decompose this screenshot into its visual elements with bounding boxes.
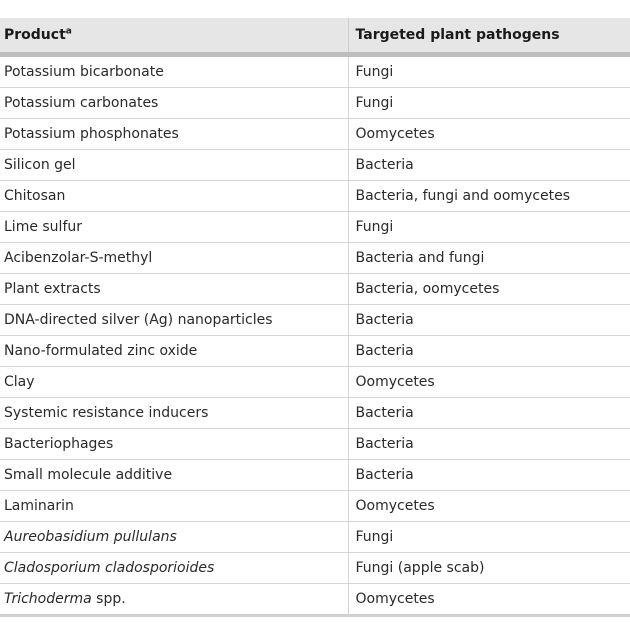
pathogen-cell: Bacteria [348, 460, 630, 491]
header-product [0, 18, 348, 55]
pathogen-cell: Oomycetes [348, 367, 630, 398]
pathogen-cell: Oomycetes [348, 119, 630, 150]
header-pathogens: Targeted plant pathogens [348, 18, 630, 55]
products-table-container [0, 18, 630, 617]
header-product-label: Product [4, 27, 66, 43]
product-cell: Acibenzolar-S-methyl [0, 243, 348, 274]
pathogen-cell: Bacteria and fungi [348, 243, 630, 274]
table-row [0, 336, 630, 367]
table-row [0, 305, 630, 336]
pathogen-cell: Oomycetes [348, 491, 630, 522]
product-cell: Potassium carbonates [0, 88, 348, 119]
product-cell: Potassium phosphonates [0, 119, 348, 150]
table-row [0, 553, 630, 584]
product-cell: Clay [0, 367, 348, 398]
product-cell: Laminarin [0, 491, 348, 522]
table-row [0, 522, 630, 553]
products-table [0, 18, 630, 617]
table-row [0, 119, 630, 150]
product-cell: Plant extracts [0, 274, 348, 305]
pathogen-cell: Fungi [348, 88, 630, 119]
header-product-footnote: a [65, 26, 72, 37]
pathogen-cell: Oomycetes [348, 584, 630, 616]
product-cell: Chitosan [0, 181, 348, 212]
product-cell-suffix: spp. [91, 591, 126, 607]
table-row [0, 88, 630, 119]
pathogen-cell: Bacteria, oomycetes [348, 274, 630, 305]
table-row [0, 584, 630, 616]
table-row [0, 429, 630, 460]
pathogen-cell: Bacteria [348, 429, 630, 460]
table-row [0, 274, 630, 305]
table-row [0, 243, 630, 274]
pathogen-cell: Fungi (apple scab) [348, 553, 630, 584]
product-cell-species: Cladosporium cladosporioides [4, 560, 215, 576]
table-header-row [0, 18, 630, 55]
product-cell: Nano-formulated zinc oxide [0, 336, 348, 367]
pathogen-cell: Fungi [348, 212, 630, 243]
pathogen-cell: Bacteria [348, 150, 630, 181]
pathogen-cell: Bacteria [348, 336, 630, 367]
product-cell [0, 553, 348, 584]
table-row [0, 460, 630, 491]
product-cell: Systemic resistance inducers [0, 398, 348, 429]
product-cell: Small molecule additive [0, 460, 348, 491]
table-row [0, 181, 630, 212]
pathogen-cell: Bacteria, fungi and oomycetes [348, 181, 630, 212]
product-cell [0, 584, 348, 616]
table-row [0, 398, 630, 429]
table-row [0, 212, 630, 243]
table-row [0, 150, 630, 181]
product-cell-species: Aureobasidium pullulans [4, 529, 177, 545]
pathogen-cell: Bacteria [348, 305, 630, 336]
product-cell: DNA-directed silver (Ag) nanoparticles [0, 305, 348, 336]
pathogen-cell: Bacteria [348, 398, 630, 429]
table-row [0, 55, 630, 88]
table-row [0, 367, 630, 398]
pathogen-cell: Fungi [348, 522, 630, 553]
product-cell: Silicon gel [0, 150, 348, 181]
product-cell: Potassium bicarbonate [0, 55, 348, 88]
product-cell [0, 522, 348, 553]
table-row [0, 491, 630, 522]
product-cell: Lime sulfur [0, 212, 348, 243]
product-cell-genus: Trichoderma [4, 591, 92, 607]
product-cell: Bacteriophages [0, 429, 348, 460]
pathogen-cell: Fungi [348, 55, 630, 88]
